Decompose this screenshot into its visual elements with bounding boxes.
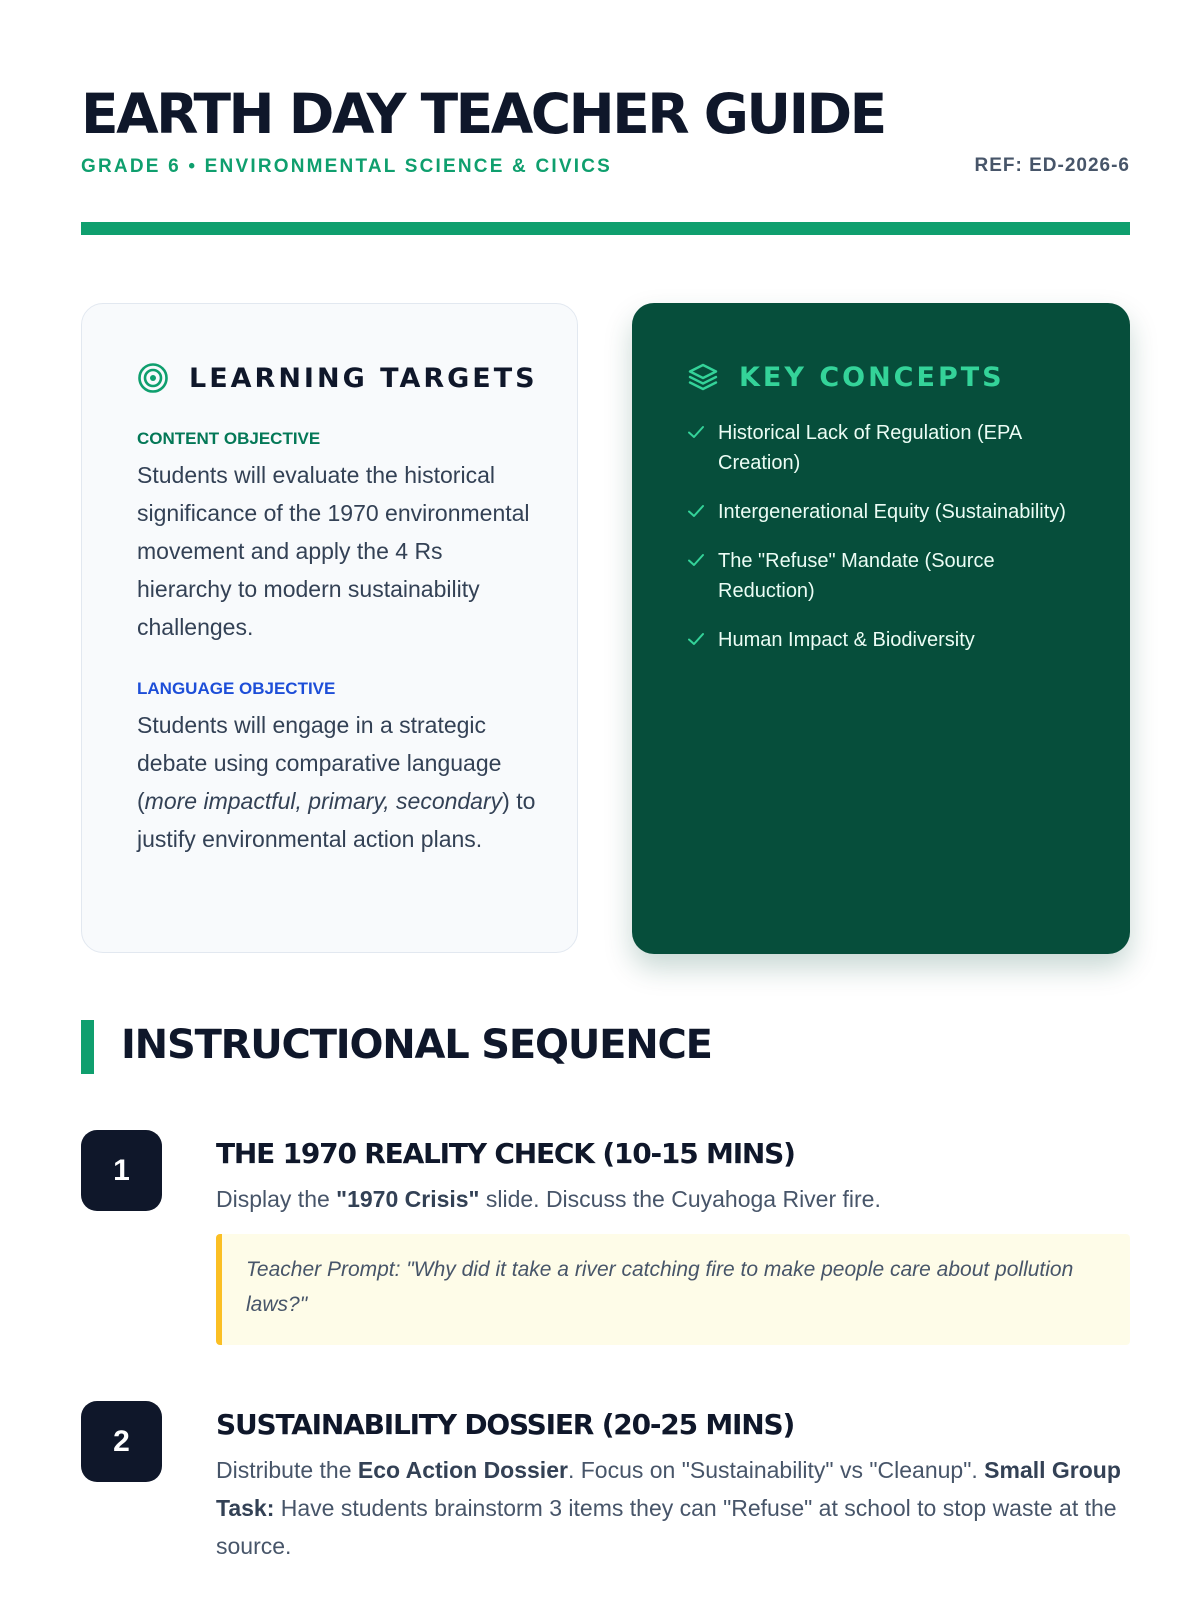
step-number-badge: 1 [81, 1130, 162, 1211]
list-item [686, 418, 1086, 478]
learning-targets-card [81, 303, 578, 953]
check-icon [686, 422, 706, 442]
learning-targets-title: LEARNING TARGETS [189, 362, 538, 394]
concept-label: The "Refuse" Mandate (Source Reduction) [718, 550, 995, 602]
teacher-prompt-callout: Teacher Prompt: "Why did it take a river catching fire to make people care about pollution laws?" [216, 1234, 1130, 1345]
step-description [216, 1451, 1130, 1565]
page-title: EARTH DAY TEACHER GUIDE [81, 82, 885, 146]
step-text-part: Display the [216, 1186, 337, 1212]
check-icon [686, 550, 706, 570]
target-icon [137, 362, 169, 394]
step-title: THE 1970 REALITY CHECK (10-15 MINS) [216, 1137, 795, 1170]
concept-label: Intergenerational Equity (Sustainability) [718, 501, 1066, 523]
step-text-emphasis: "1970 Crisis" [336, 1186, 480, 1212]
step-text-part: . Focus on "Sustainability" vs "Cleanup". [567, 1457, 985, 1483]
language-objective-label: LANGUAGE OBJECTIVE [137, 679, 336, 698]
page-subtitle: GRADE 6 • ENVIRONMENTAL SCIENCE & CIVICS [81, 156, 613, 177]
key-concepts-card [632, 303, 1130, 954]
step-text-part: Distribute the [216, 1457, 358, 1483]
concept-label: Human Impact & Biodiversity [718, 629, 975, 651]
language-objective-examples: more impactful, primary, secondary [144, 788, 503, 814]
list-item [686, 546, 1086, 606]
reference-code: REF: ED-2026-6 [974, 155, 1130, 176]
list-item [686, 625, 1086, 655]
section-accent-bar [81, 1020, 94, 1074]
step-description [216, 1180, 1130, 1218]
learning-targets-header [137, 362, 538, 394]
content-objective-text: Students will evaluate the historical significance of the 1970 environmental movement and apply the 4 Rs hierarchy to modern sustainability challenges. [137, 462, 530, 640]
check-icon [686, 501, 706, 521]
language-objective-text [137, 706, 537, 858]
step-text-part: slide. Discuss the Cuyahoga River fire. [479, 1186, 881, 1212]
step-text-emphasis: Eco Action Dossier [357, 1457, 568, 1483]
content-objective-label: CONTENT OBJECTIVE [137, 429, 321, 448]
language-objective-text-start: Students will engage in a strategic debate using comparative language ( [137, 712, 502, 814]
key-concepts-title: KEY CONCEPTS [739, 361, 1005, 393]
layers-icon [687, 361, 719, 393]
step-title: SUSTAINABILITY DOSSIER (20-25 MINS) [216, 1408, 795, 1441]
language-objective-text-end: ) to justify environmental action plans. [137, 788, 536, 852]
header-divider [81, 222, 1130, 235]
list-item [686, 497, 1086, 527]
step-text-part: Have students brainstorm 3 items they can "Refuse" at school to stop waste at the source. [216, 1495, 1117, 1559]
step-text-emphasis: Small Group Task: [216, 1457, 1121, 1521]
section-title: INSTRUCTIONAL SEQUENCE [121, 1022, 712, 1068]
key-concepts-list [686, 418, 1086, 674]
key-concepts-header [687, 361, 1005, 393]
check-icon [686, 629, 706, 649]
step-number-badge: 2 [81, 1401, 162, 1482]
concept-label: Historical Lack of Regulation (EPA Creation) [718, 422, 1022, 474]
